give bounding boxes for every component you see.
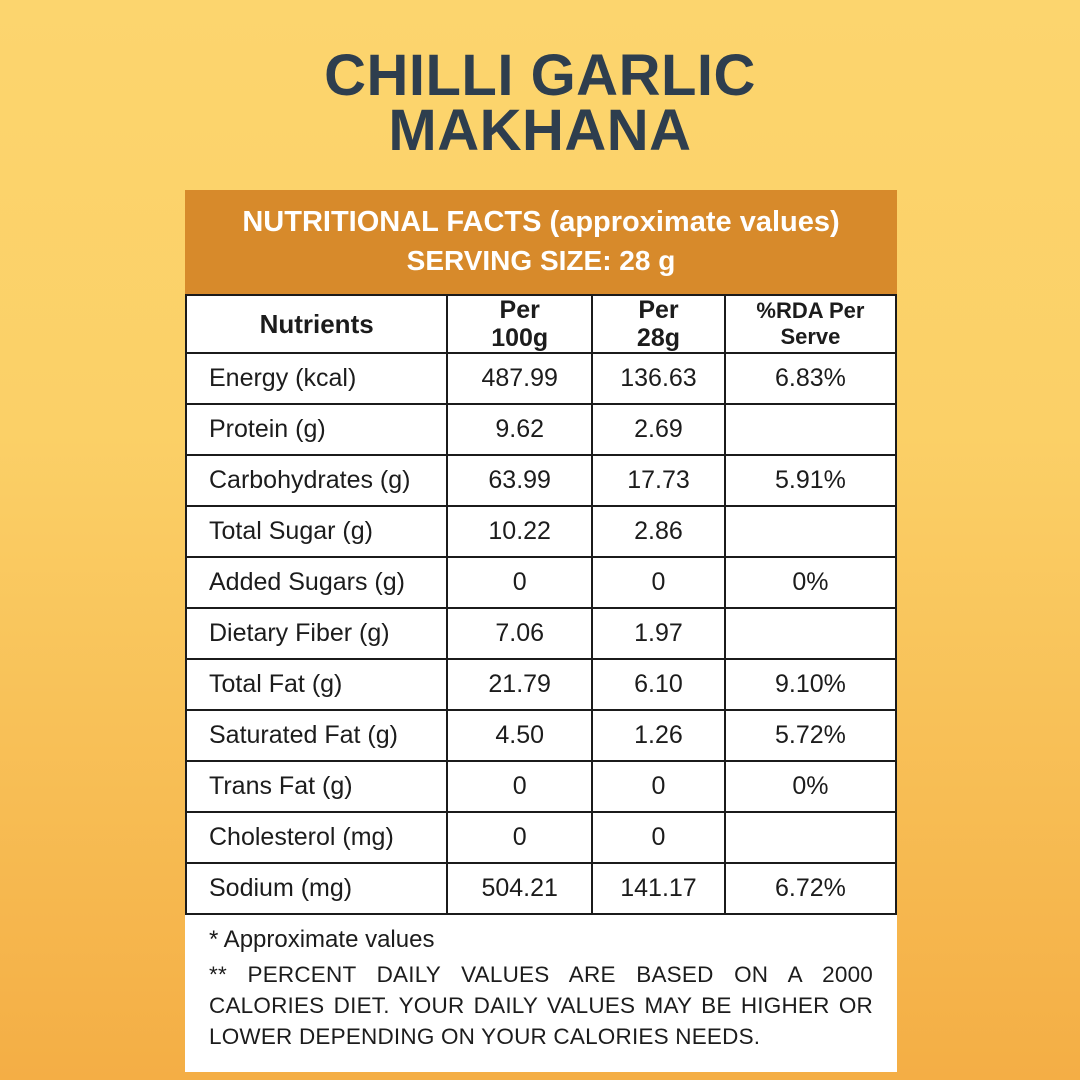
per-100g-value: 0 (447, 812, 592, 863)
table-row (186, 710, 896, 761)
per-28g-value: 1.97 (592, 608, 725, 659)
footnotes (185, 915, 897, 1072)
table-row (186, 404, 896, 455)
table-row (186, 353, 896, 404)
table-header-row (186, 295, 896, 353)
nutrient-name: Dietary Fiber (g) (186, 608, 447, 659)
per-28g-value: 141.17 (592, 863, 725, 914)
table-row (186, 608, 896, 659)
per-28g-value: 0 (592, 557, 725, 608)
per-28g-value: 1.26 (592, 710, 725, 761)
per-100g-value: 10.22 (447, 506, 592, 557)
per-100g-value: 63.99 (447, 455, 592, 506)
per-28g-value: 136.63 (592, 353, 725, 404)
serving-size-text: SERVING SIZE: 28 g (406, 245, 676, 276)
rda-per-serve-value: 0% (725, 557, 896, 608)
nutrient-name: Trans Fat (g) (186, 761, 447, 812)
column-header: %RDA Per Serve (725, 295, 896, 353)
table-row (186, 557, 896, 608)
table-row (186, 659, 896, 710)
nutrient-name: Total Sugar (g) (186, 506, 447, 557)
per-100g-value: 7.06 (447, 608, 592, 659)
column-header: Nutrients (186, 295, 447, 353)
column-header: Per 100g (447, 295, 592, 353)
table-row (186, 863, 896, 914)
rda-per-serve-value (725, 812, 896, 863)
per-28g-value: 6.10 (592, 659, 725, 710)
nutrition-facts-title: NUTRITIONAL FACTS (approximate values) (242, 206, 840, 238)
per-100g-value: 0 (447, 761, 592, 812)
nutrient-name: Saturated Fat (g) (186, 710, 447, 761)
per-28g-value: 2.69 (592, 404, 725, 455)
nutrient-name: Protein (g) (186, 404, 447, 455)
table-row (186, 455, 896, 506)
per-28g-value: 0 (592, 761, 725, 812)
rda-per-serve-value: 0% (725, 761, 896, 812)
per-100g-value: 487.99 (447, 353, 592, 404)
approximate-values-note: * Approximate values (209, 926, 435, 953)
rda-per-serve-value (725, 506, 896, 557)
nutrition-panel (185, 190, 897, 1072)
nutrition-table (185, 294, 897, 915)
column-header: Per 28g (592, 295, 725, 353)
table-row (186, 812, 896, 863)
nutrient-name: Carbohydrates (g) (186, 455, 447, 506)
per-100g-value: 21.79 (447, 659, 592, 710)
per-100g-value: 504.21 (447, 863, 592, 914)
table-row (186, 506, 896, 557)
nutrient-name: Added Sugars (g) (186, 557, 447, 608)
nutrient-name: Cholesterol (mg) (186, 812, 447, 863)
nutrient-name: Sodium (mg) (186, 863, 447, 914)
table-row (186, 761, 896, 812)
nutrition-facts-header (185, 190, 897, 294)
product-title-line2: MAKHANA (388, 98, 692, 163)
rda-per-serve-value: 5.72% (725, 710, 896, 761)
per-100g-value: 4.50 (447, 710, 592, 761)
rda-per-serve-value (725, 404, 896, 455)
rda-per-serve-value: 9.10% (725, 659, 896, 710)
product-title-line1: CHILLI GARLIC (324, 43, 756, 108)
rda-per-serve-value: 6.72% (725, 863, 896, 914)
per-28g-value: 17.73 (592, 455, 725, 506)
per-100g-value: 0 (447, 557, 592, 608)
per-28g-value: 2.86 (592, 506, 725, 557)
daily-values-disclaimer: ** PERCENT DAILY VALUES ARE BASED ON A 2000 CALORIES DIET. YOUR DAILY VALUES MAY BE HIGHER OR LOWER DEPENDING ON YOUR CALORIES NEEDS. (209, 962, 873, 1049)
per-28g-value: 0 (592, 812, 725, 863)
rda-per-serve-value (725, 608, 896, 659)
rda-per-serve-value: 6.83% (725, 353, 896, 404)
nutrient-name: Energy (kcal) (186, 353, 447, 404)
nutrient-name: Total Fat (g) (186, 659, 447, 710)
per-100g-value: 9.62 (447, 404, 592, 455)
product-title (0, 43, 1080, 163)
rda-per-serve-value: 5.91% (725, 455, 896, 506)
